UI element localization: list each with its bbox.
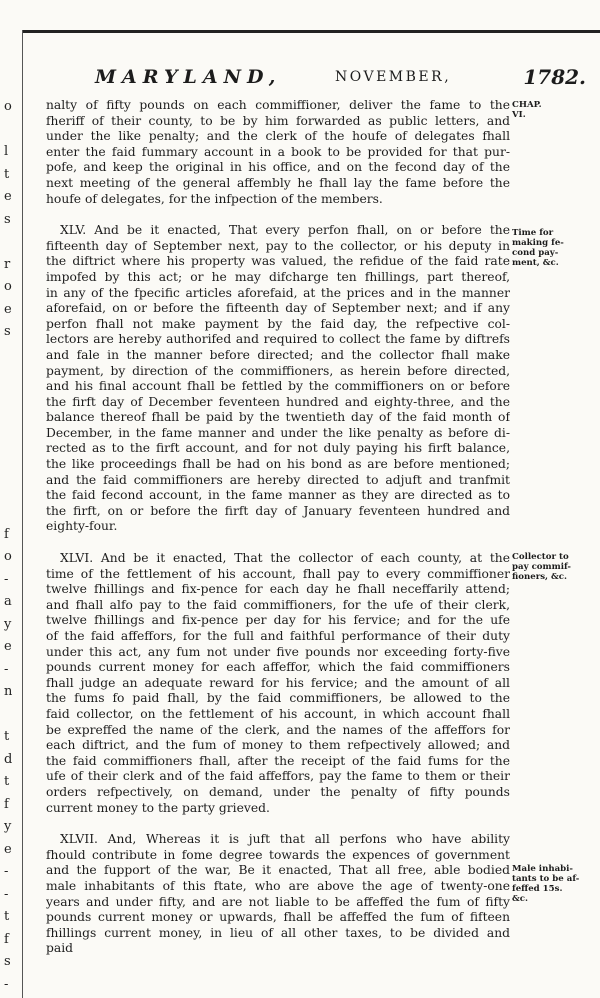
text-line: and the faid commiffioners are hereby directed to adjuft and tranfmit	[46, 472, 510, 487]
gutter-letter: o	[4, 279, 12, 294]
margin-note-chapter	[512, 100, 596, 120]
text-line: under this act, any fum not under five pounds nor exceeding forty-five	[46, 644, 510, 659]
gutter-letter: -	[4, 661, 9, 677]
margin-note-line: Collector to	[512, 552, 569, 562]
text-line: eighty-four.	[46, 519, 118, 534]
margin-note-line: feffed 15s.	[512, 884, 563, 894]
margin-note-line: Time for	[512, 228, 554, 238]
margin-note-second-payment	[512, 228, 596, 268]
header-state: MARYLAND,	[95, 66, 282, 88]
text-line: nalty of fifty pounds on each commiffioner, deliver the fame to the	[46, 98, 510, 112]
text-line: time of the fettlement of his account, fhall pay to every commiffioner	[46, 566, 510, 581]
text-line: under the like penalty; and the clerk of the houfe of delegates fhall	[46, 129, 510, 144]
text-line: in any of the fpecific articles aforefaid, at the prices and in the manner	[46, 285, 510, 300]
margin-note-line: tants to be af-	[512, 874, 580, 884]
gutter-letter: e	[4, 639, 12, 654]
text-line: payment, by direction of the commiffioners, as herein before directed,	[46, 363, 510, 378]
text-line: the faid fecond account, in the fame manner as they are directed as to	[46, 488, 510, 503]
text-line: fheriff of their county, to be by him forwarded as public letters, and	[46, 113, 510, 128]
text-line: next meeting of the general affembly he fhall lay the fame before the	[46, 175, 510, 190]
gutter-letter: y	[4, 819, 12, 834]
text-line: each diftrict, and the fum of money to them refpectively allowed; and	[46, 738, 510, 753]
text-line: perfon fhall not make payment by the faid day, the refpective col-	[46, 316, 510, 331]
text-line: the faid commiffioners fhall, after the receipt of the faid fums for the	[46, 753, 510, 768]
text-line: paid	[46, 941, 74, 956]
header-year: 1782.	[523, 65, 586, 89]
text-line: impofed by this act; or he may difcharge ten fhillings, part thereof,	[46, 269, 510, 284]
text-line: and fhall alfo pay to the faid commiffioners, for the ufe of their clerk,	[46, 597, 510, 612]
gutter-letter: o	[4, 99, 12, 114]
text-line: aforefaid, on or before the fifteenth day of September next; and if any	[46, 301, 510, 316]
text-line: fhould contribute in fome degree towards the expences of government	[46, 847, 510, 862]
gutter-letter: l	[4, 144, 9, 159]
text-line: fifteenth day of September next, pay to the collector, or his deputy in	[46, 238, 510, 253]
gutter-letter: f	[4, 931, 9, 947]
text-line: balance thereof fhall be paid by the twentieth day of the faid month of	[46, 410, 510, 425]
text-line: years and under fifty, and are not liable to be affeffed the fum of fifty	[46, 894, 510, 909]
gutter-letter: f	[4, 796, 9, 812]
text-line: rected as to the firft account, and for not duly paying his firft balance,	[46, 441, 510, 456]
gutter-letter: d	[4, 751, 13, 767]
text-line: twelve fhillings and fix-pence per day for his fervice; and for the ufe	[46, 613, 510, 628]
gutter-letter: t	[4, 166, 10, 182]
text-line: XLVI. And be it enacted, That the collector of each county, at the	[60, 551, 510, 566]
text-line: faid collector, on the fettlement of his account, in which account fhall	[46, 706, 510, 721]
text-line: enter the faid fummary account in a book to be provided for that pur-	[46, 144, 510, 159]
gutter-letter: f	[4, 526, 9, 542]
margin-note-line: Male inhabi-	[512, 864, 573, 874]
text-line: and the fupport of the war, Be it enacted, That all free, able bodied	[46, 863, 510, 878]
text-line: lectors are hereby authorifed and required to collect the fame by diftrefs	[46, 332, 510, 347]
text-line: the like proceedings fhall be had on his bond as are before mentioned;	[46, 457, 510, 472]
gutter-letter: t	[4, 729, 10, 744]
text-line: be expreffed the name of the clerk, and the names of the affeffors for	[46, 722, 510, 737]
gutter-letter: n	[4, 684, 13, 699]
margin-note-line: making fe-	[512, 238, 564, 248]
gutter-letter: s	[4, 324, 11, 339]
text-line: and fale in the manner before directed; and the collector fhall make	[46, 347, 510, 362]
paragraph	[46, 98, 510, 207]
gutter-letter: s	[4, 211, 11, 227]
text-line: fhillings current money, in lieu of all other taxes, to be divided and	[46, 925, 510, 940]
text-line: fhall judge an adequate reward for his fervice; and the amount of all	[46, 675, 510, 690]
margin-note-line: ment, &c.	[512, 258, 559, 268]
text-line: of the faid affeffors, for the full and faithful performance of their duty	[46, 629, 510, 643]
gutter-letter: a	[4, 594, 12, 609]
text-line: XLVII. And, Whereas it is juft that all perfons who have ability	[60, 832, 510, 847]
gutter-letter: y	[4, 616, 12, 632]
text-line: pofe, and keep the original in his office, and on the fecond day of the	[46, 160, 510, 175]
gutter-letter: t	[4, 909, 10, 924]
text-line: ufe of their clerk and of the faid affeffors, pay the fame to them or their	[46, 769, 510, 784]
margin-note-line: pay commif-	[512, 562, 571, 572]
text-line: the fums fo paid fhall, by the faid commiffioners, be allowed to the	[46, 691, 510, 706]
text-line: the diftrict where his property was valued, the refidue of the faid rate	[46, 254, 510, 269]
text-line: pounds current money for each affeffor, which the faid commiffioners	[46, 660, 510, 675]
text-line: twelve fhillings and fix-pence for each day he fhall neceffarily attend;	[46, 582, 510, 597]
top-border-rule	[22, 30, 600, 33]
header-month: NOVEMBER,	[335, 69, 452, 85]
text-line: XLV. And be it enacted, That every perfon fhall, on or before the	[60, 223, 510, 238]
text-line: the firft, on or before the firft day of January feventeen hundred and	[46, 503, 510, 518]
gutter-letter: -	[4, 886, 9, 902]
gutter-letter: e	[4, 301, 12, 317]
paragraph	[46, 832, 510, 957]
gutter-letter: t	[4, 774, 10, 789]
text-line: December, in the fame manner and under the like penalty as before di-	[46, 425, 510, 440]
facing-page-gutter	[0, 0, 20, 998]
gutter-letter: e	[4, 841, 12, 857]
running-header	[95, 66, 590, 92]
gutter-rule	[22, 30, 23, 998]
margin-note-line: VI.	[512, 110, 526, 120]
text-line: orders refpectively, on demand, under the penalty of fifty pounds	[46, 784, 510, 799]
gutter-letter: -	[4, 976, 9, 992]
margin-note-collector-pay	[512, 552, 596, 582]
margin-note-line: cond pay-	[512, 248, 559, 258]
text-line: male inhabitants of this ftate, who are above the age of twenty-one	[46, 878, 510, 893]
text-line: and his final account fhall be fettled by the commiffioners on or before	[46, 379, 510, 394]
gutter-letter: o	[4, 549, 12, 564]
gutter-letter: s	[4, 954, 11, 969]
paragraph	[46, 223, 510, 535]
paragraph	[46, 551, 510, 816]
margin-note-line: fioners, &c.	[512, 572, 568, 582]
margin-note-male-inhabitants	[512, 864, 596, 904]
gutter-letter: e	[4, 189, 12, 204]
text-line: houfe of delegates, for the infpection of the members.	[46, 191, 383, 206]
gutter-letter: -	[4, 864, 9, 879]
body-text	[46, 98, 510, 957]
margin-note-line: &c.	[512, 894, 528, 904]
text-line: pounds current money or upwards, fhall be affeffed the fum of fifteen	[46, 910, 510, 925]
gutter-letter: r	[4, 256, 11, 272]
gutter-letter: -	[4, 571, 9, 587]
margin-note-line: CHAP.	[512, 100, 542, 110]
text-line: the firft day of December feventeen hundred and eighty-three, and the	[46, 394, 510, 409]
text-line: current money to the party grieved.	[46, 800, 270, 815]
